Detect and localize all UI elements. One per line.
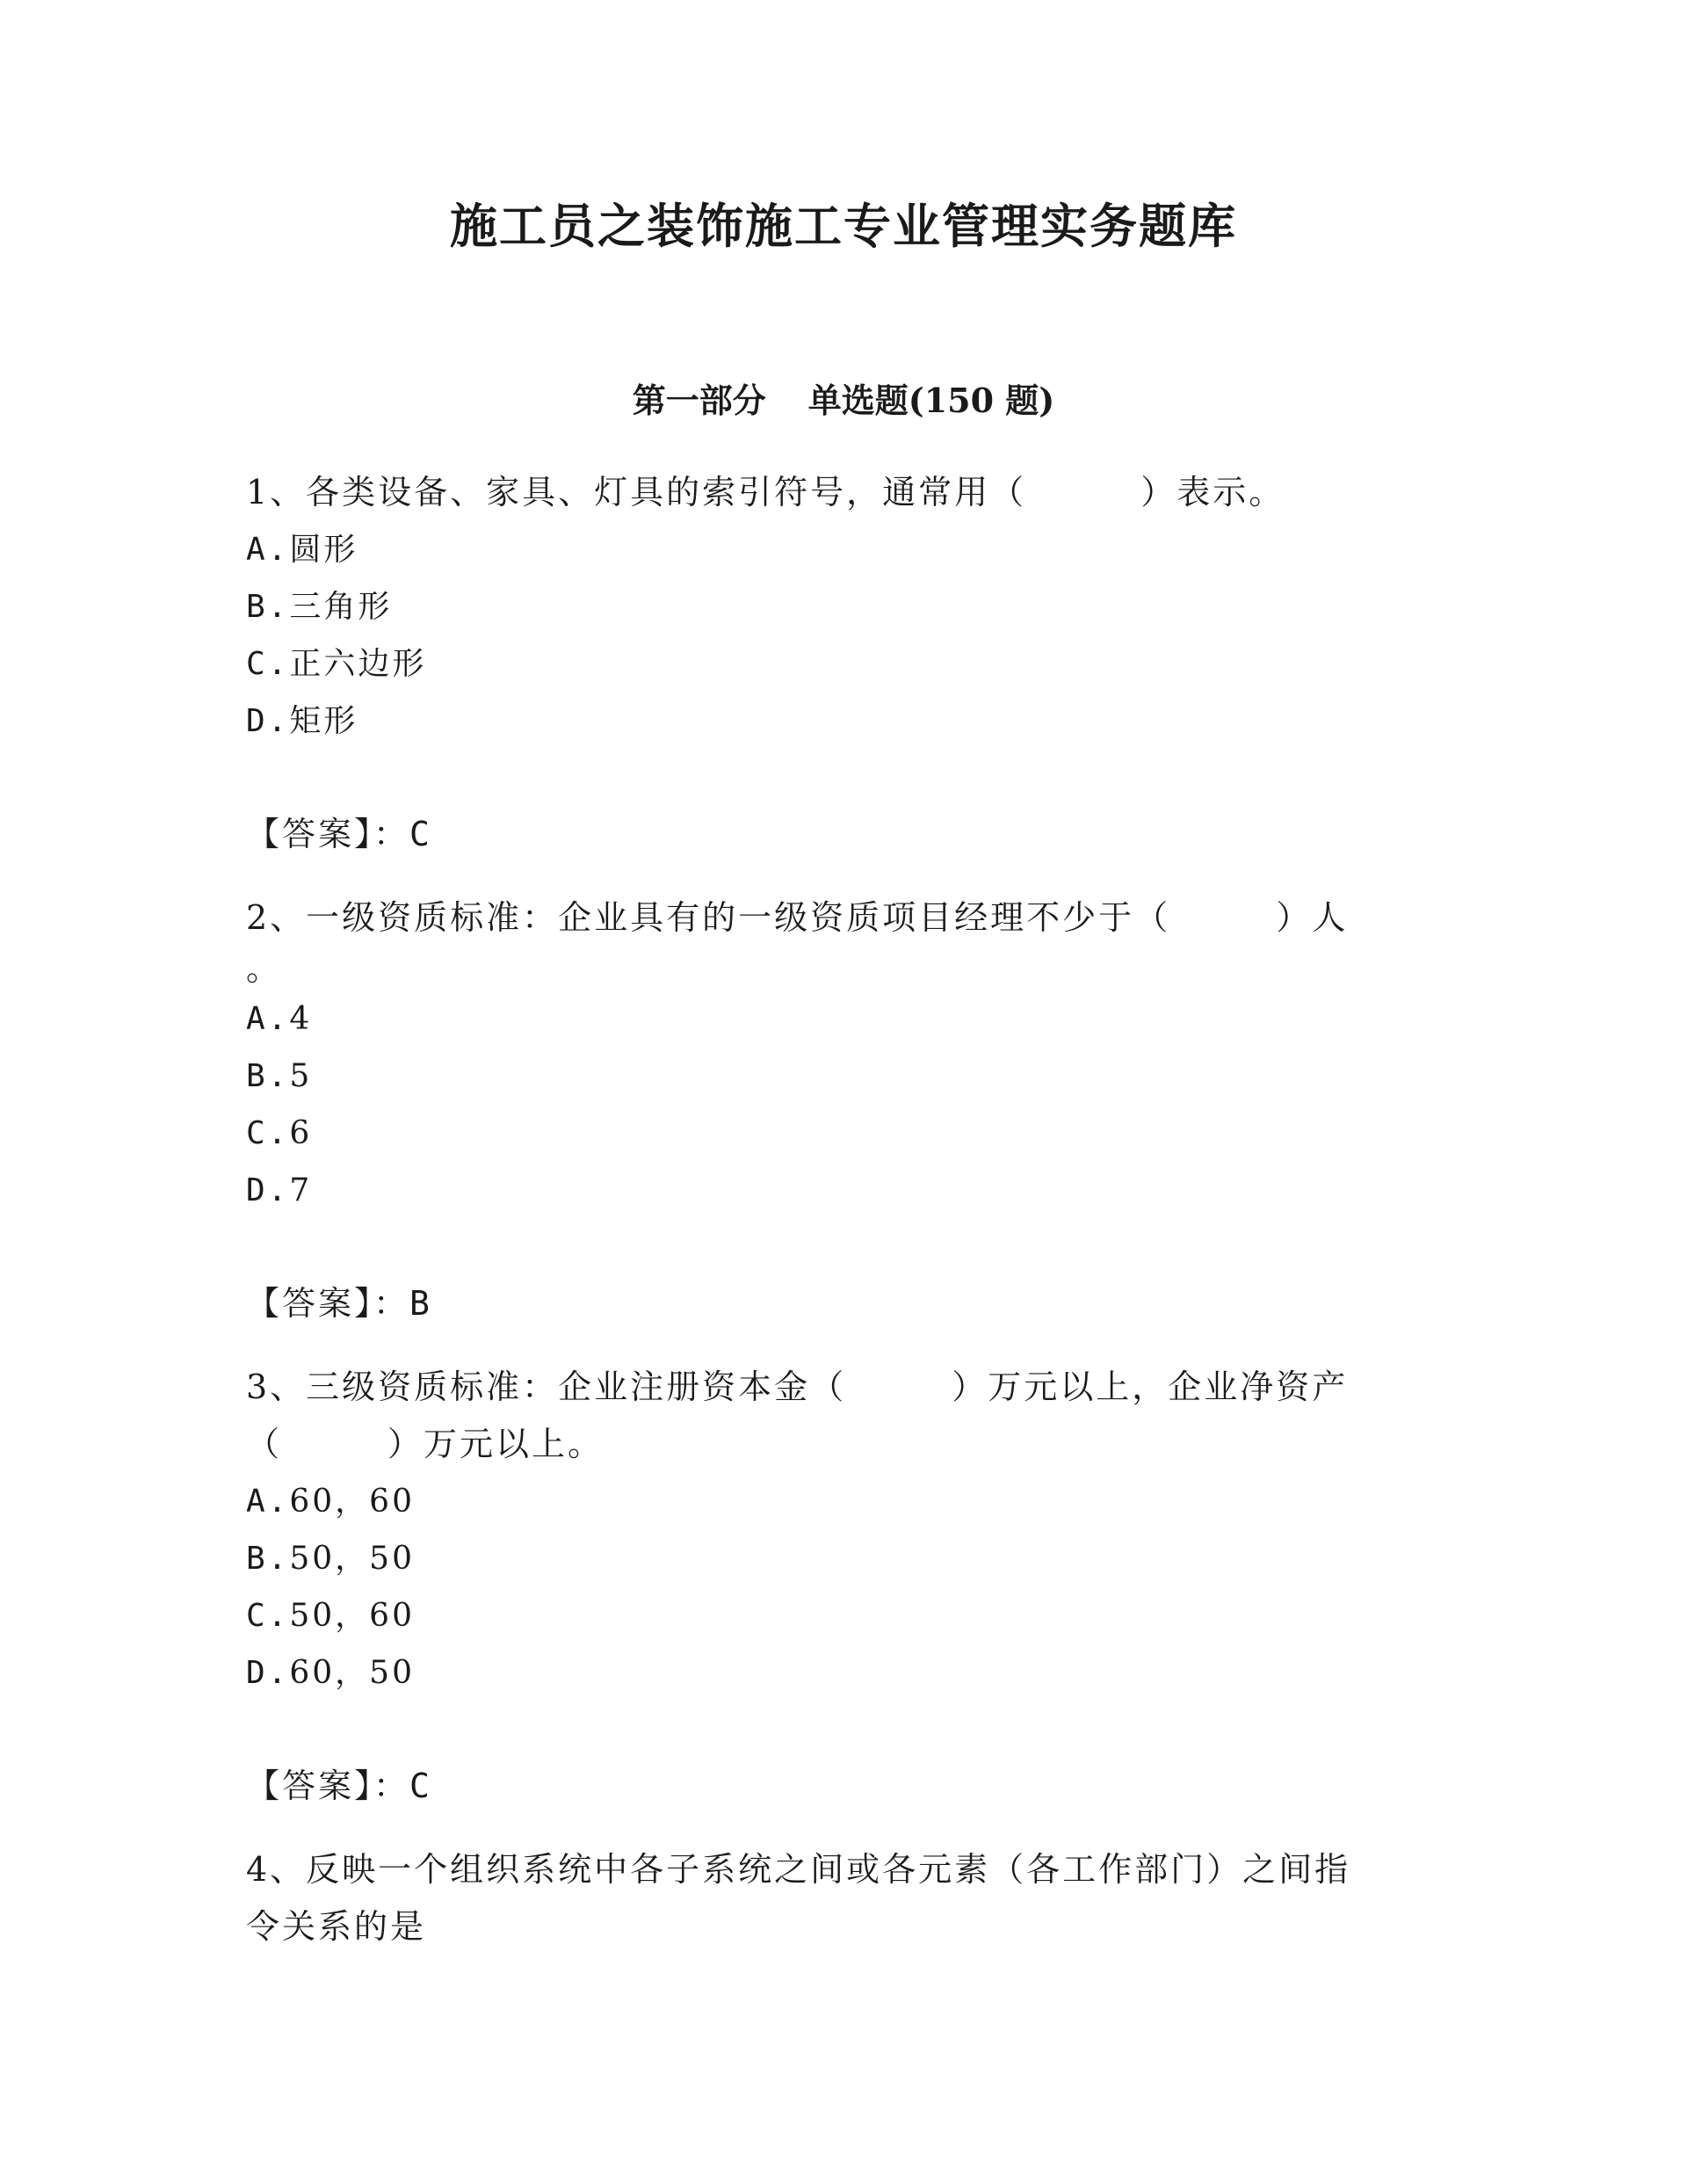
answer-value: C: [409, 815, 432, 853]
question-list: [246, 464, 1423, 1955]
question-4: [246, 1841, 1423, 1955]
question-stem: 3、三级资质标准：企业注册资本金（ ）万元以上，企业净资产: [246, 1368, 1349, 1406]
question-2: [246, 889, 1423, 1332]
answer-label: 【答案】：: [246, 1767, 410, 1805]
answer-line: [246, 1275, 1423, 1332]
question-stem: 2、一级资质标准：企业具有的一级资质项目经理不少于（ ）人: [246, 898, 1349, 937]
answer-label: 【答案】：: [246, 1284, 410, 1323]
question-stem-continuation: （ ）万元以上。: [246, 1425, 605, 1463]
option-b: B.三角形: [246, 589, 393, 625]
answer-value: B: [409, 1284, 432, 1323]
option-b: B.5: [246, 1058, 313, 1094]
option-c: C.6: [246, 1115, 313, 1151]
question-1: [246, 464, 1423, 863]
section-part: 第一部分: [632, 381, 766, 420]
answer-value: C: [409, 1767, 432, 1805]
option-c: C.正六边形: [246, 646, 427, 682]
option-a: A.60，60: [246, 1484, 415, 1520]
section-name: 单选题(150 题): [807, 381, 1055, 420]
document-title: 施工员之装饰施工专业管理实务题库: [450, 198, 1237, 254]
answer-line: [246, 1758, 1423, 1815]
option-d: D.7: [246, 1172, 313, 1208]
option-b: B.50，50: [246, 1541, 415, 1577]
option-c: C.50，60: [246, 1598, 415, 1634]
question-stem: 1、各类设备、家具、灯具的索引符号，通常用（ ）表示。: [246, 473, 1285, 512]
option-a: A.4: [246, 1001, 313, 1037]
answer-label: 【答案】：: [246, 815, 410, 853]
section-heading: [0, 378, 1687, 424]
question-stem-continuation: 令关系的是: [246, 1907, 427, 1946]
option-d: D.60，50: [246, 1655, 415, 1691]
question-3: [246, 1359, 1423, 1815]
answer-line: [246, 806, 1423, 863]
option-d: D.矩形: [246, 703, 358, 739]
question-stem: 4、反映一个组织系统中各子系统之间或各元素（各工作部门）之间指: [246, 1850, 1351, 1889]
question-stem-continuation: 。: [246, 949, 283, 988]
option-a: A.圆形: [246, 532, 358, 568]
